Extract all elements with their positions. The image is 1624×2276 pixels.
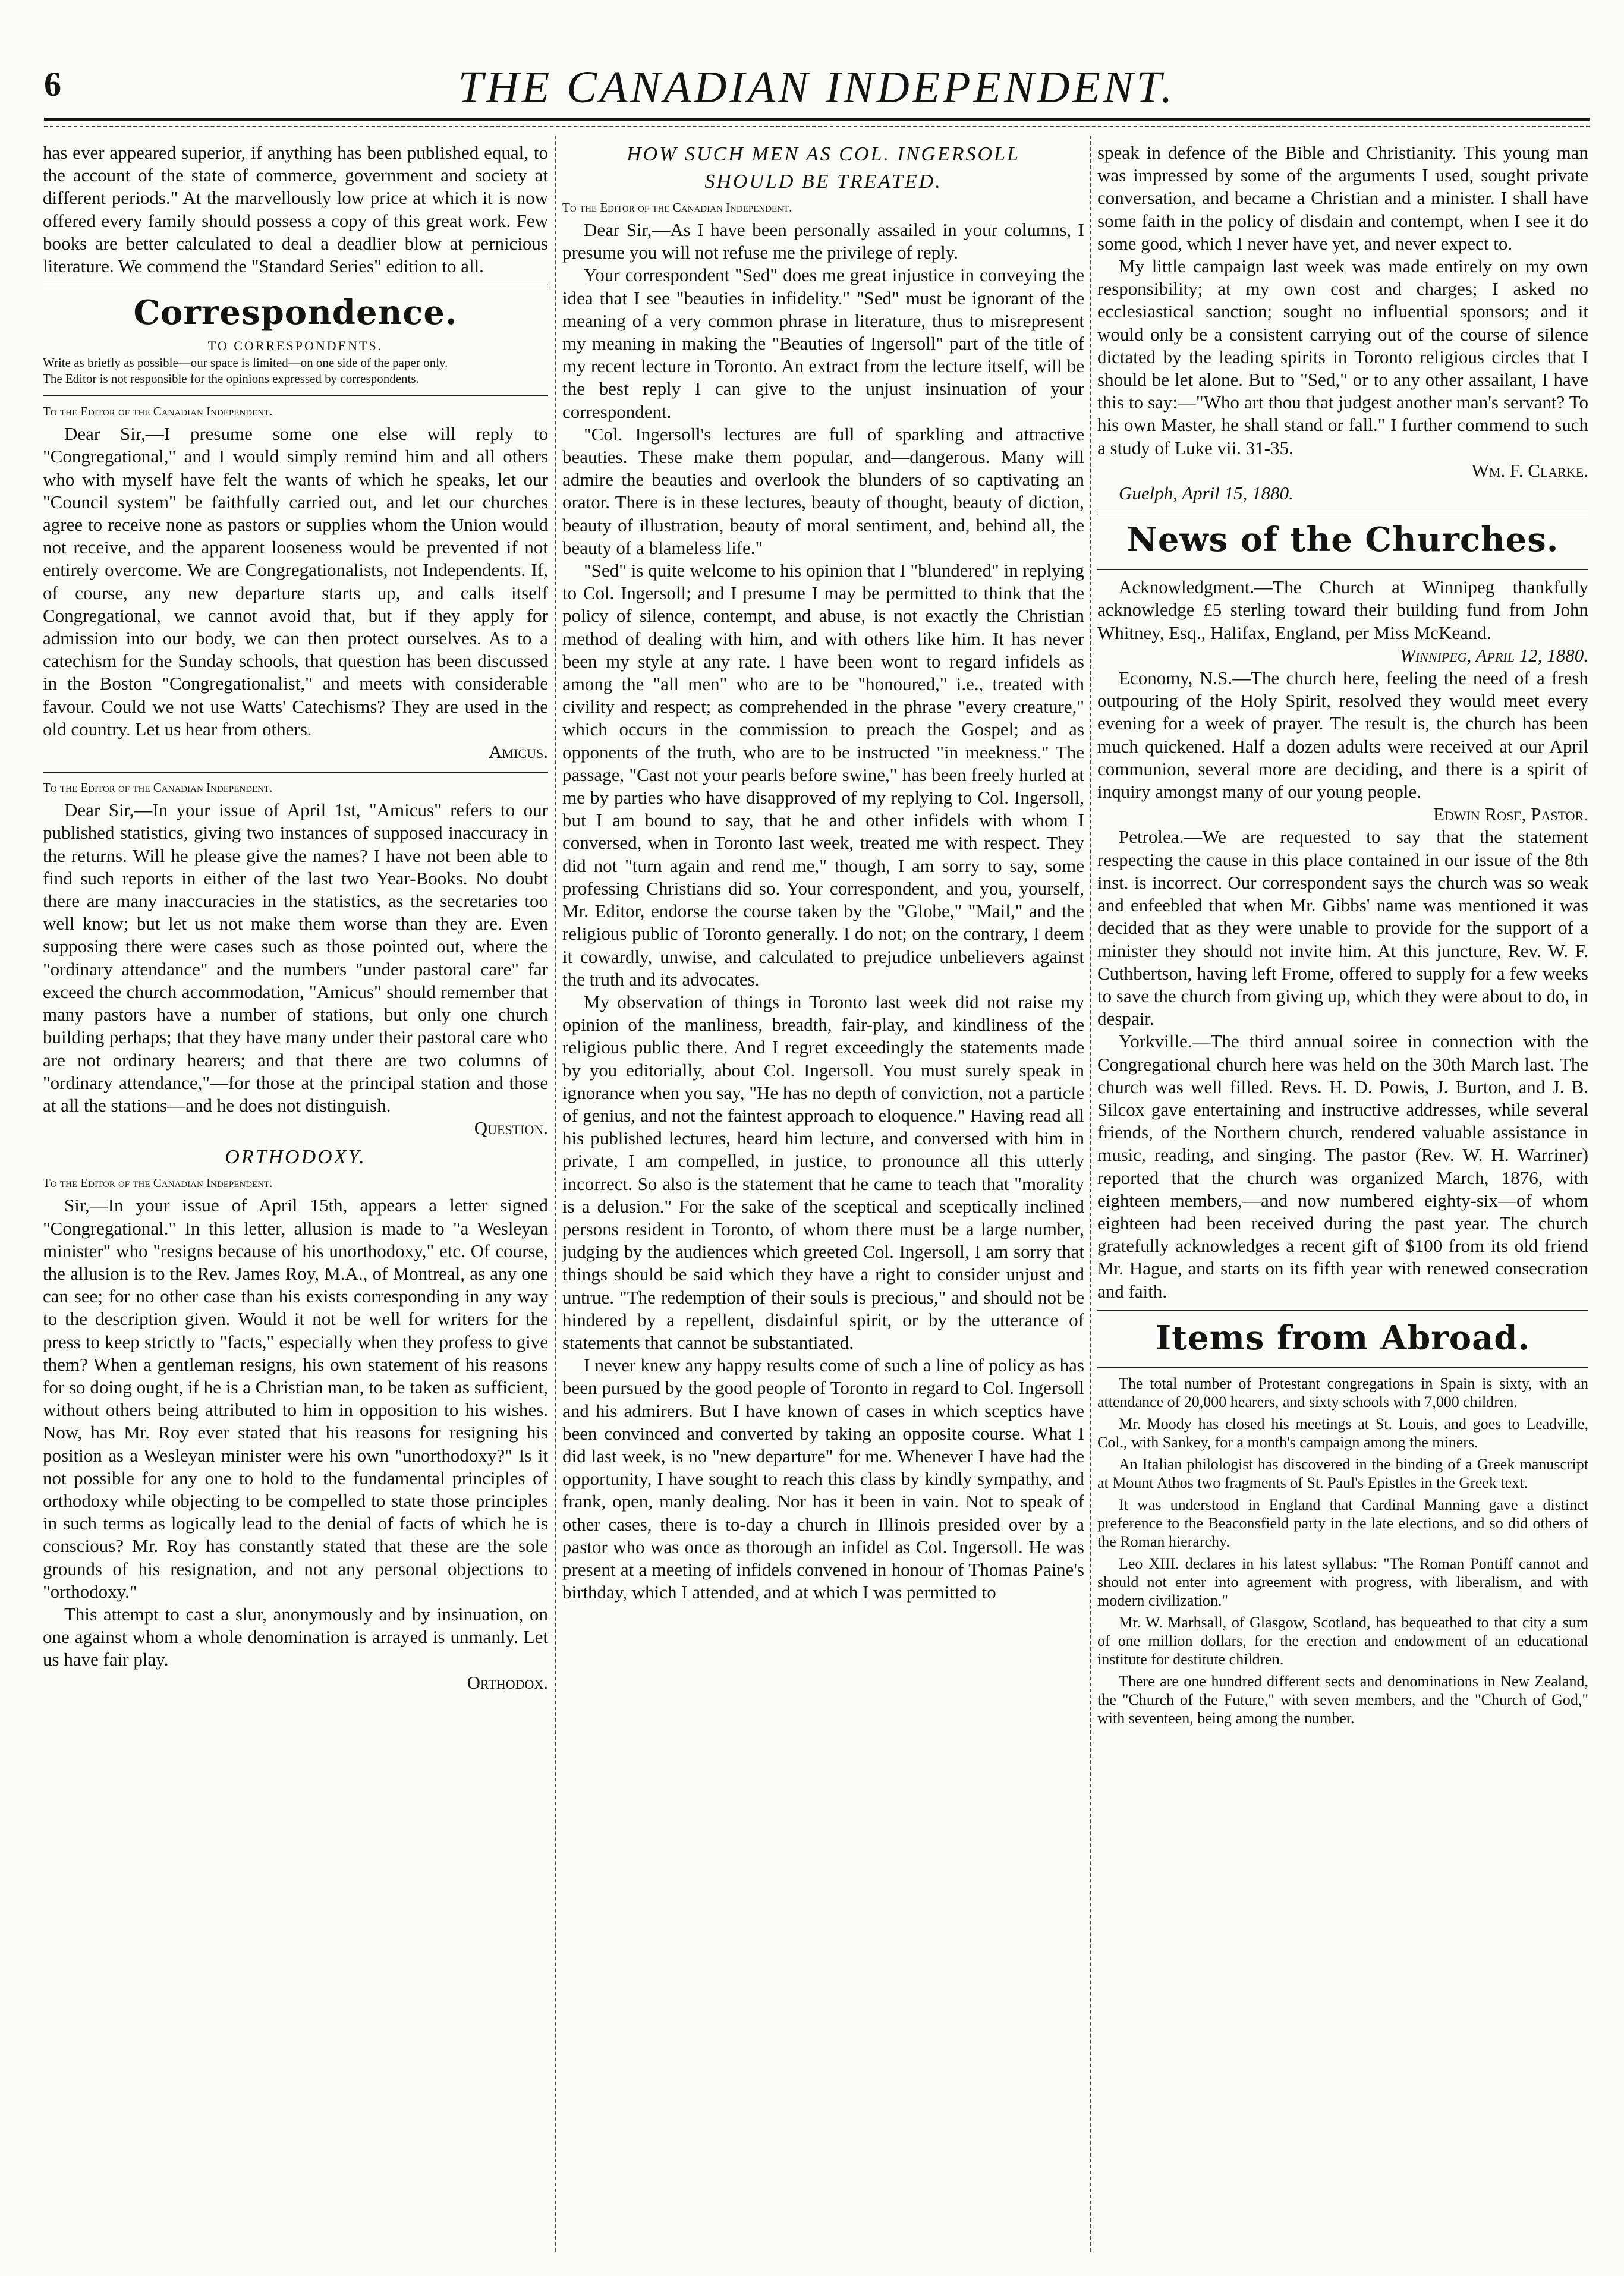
list-item: An Italian philologist has discovered in the binding of a Greek manuscript at Mount Athos two fragments of St. Paul's Epistles in the Greek text. — [1097, 1455, 1588, 1491]
orthodoxy-heading: ORTHODOXY. — [225, 1146, 366, 1169]
news-item: Economy, N.S.—The church here, feeling the need of a fresh outpouring of the Holy Spirit, resolved they would meet every evening for a week of prayer. The result is, the church has been much quickened. Half a dozen adults were received at our April communion, several more are deciding, and there is a spirit of inquiry amongst many of our young people. — [1097, 668, 1588, 802]
news-item: Petrolea.—We are requested to say that the statement respecting the cause in this place contained in our issue of the 8th inst. is incorrect. Our correspondent says the church was so weak and enfeebled that when Mr. Gibbs' name was mentioned it was decided that as they were unable to provide for the support of a minister they should not invite him. At this juncture, Rev. W. F. Cuthbertson, having left Frome, offered to supply for a few weeks to save the church from giving up, which they were about to do, in despair. — [1097, 826, 1588, 1030]
letter-body: Sir,—In your issue of April 15th, appears a letter signed "Congregational." In this letter, allusion is made to "a Wesleyan minister" who "resigns because of his unorthodoxy," etc. Of course, the allusion is to the Rev. James Roy, M.A., of Montreal, as any one can see; for no other case than his exists corresponding in any way to the description given. Would it not be well for writers for the press to keep strictly to "facts," especially when they profess to give them? When a gentleman resigns, his own statement of his reasons for so doing ought, if he is a Christian man, to be taken as sufficient, without others being attributed to him in opposition to his wishes. Now, has Mr. Roy ever stated that his reasons for resigning his position as a Wesleyan minister were his own "unorthodoxy?" Is it not possible for any one to hold to the fundamental principles of orthodoxy while objecting to be compelled to state those principles in such terms as logically lead to the denial of facts of which he is conscious? Mr. Roy has constantly stated that these are the sole grounds of his resignation, and not any personal objections to "orthodoxy." — [43, 1195, 548, 1602]
page-header — [44, 64, 1590, 118]
article-paragraph: "Sed" is quite welcome to his opinion that I "blundered" in replying to Col. Ingersoll; and I presume I may be permitted to think that the policy of silence, contempt, and abuse, is not exactly the Christian method of dealing with him, and with others like him. It has never been my style at any rate. I have been wont to regard infidels as among the "all men" who are to be "honoured," i.e., treated with civility and respect; as comprehended in the phrase "every creature," which occurs in the commission to preach the Gospel; and as opponents of the truth, who are to be instructed "in meekness." The passage, "Cast not your pearls before swine," has been freely hurled at me by parties who have disapproved of my replying to Col. Ingersoll, but I am bound to say, that he and other infidels with whom I conversed, when in Toronto last week, treated me with respect. They did not "turn again and rend me," though, I am sorry to say, some professing Christians did so. Your correspondent, and you, yourself, Mr. Editor, endorse the course taken by the "Globe," "Mail," and the religious public of Toronto generally. I do not; on the contrary, I deem it cowardly, unwise, and calculated to prejudice unbelievers against the truth and its advocates. — [562, 560, 1084, 990]
column-divider — [555, 136, 556, 2252]
column-divider — [1090, 136, 1091, 2252]
section-rule — [1097, 512, 1588, 514]
to-editor-line: To the Editor of the Canadian Independent. — [43, 404, 273, 419]
news-item: Yorkville.—The third annual soiree in connection with the Congregational church here was held on the 30th March last. The church was well filled. Revs. H. D. Powis, J. Burton, and J. B. Silcox gave entertaining and instructive addresses, while several friends, of the Northern church, rendered valuable assistance in music, reading, and singing. The pastor (Rev. W. H. Warriner) reported that the church was organized March, 1876, with eighteen members,—and now numbered eighty-six—of whom eighteen had been received during the past year. The church gratefully acknowledges a recent gift of $100 from its old friend Mr. Hague, and starts on its fifth year with renewed consecration and faith. — [1097, 1031, 1588, 1302]
section-rule — [43, 285, 548, 287]
article-title: SHOULD BE TREATED. — [704, 171, 942, 193]
divider — [1097, 569, 1588, 570]
to-editor-line: To the Editor of the Canadian Independent. — [562, 200, 792, 215]
news-dateline: Winnipeg, April 12, 1880. — [1400, 644, 1588, 666]
to-editor-line: To the Editor of the Canadian Independent. — [43, 780, 273, 795]
list-item: Mr. Moody has closed his meetings at St. Louis, and goes to Leadville, Col., with Sankey, for a month's campaign among the miners. — [1097, 1415, 1588, 1451]
article-paragraph: My observation of things in Toronto last week did not raise my opinion of the manliness, breadth, fair-play, and kindliness of the religious public there. And I regret exceedingly the statements made by you editorially, about Col. Ingersoll. You must surely speak in ignorance when you say, "He has no depth of conviction, not a particle of genius, and not the faintest approach to eloquence." Having read all his published lectures, heard him lecture, and conversed with him in private, I am compelled, in justice, to pronounce all this utterly incorrect. So also is the statement that he came to teach that "morality is a delusion." For the sake of the sceptical and sceptically inclined persons resident in Toronto, of whom there must be a large number, judging by the audiences which greeted Col. Ingersoll, I am sorry that things should be said which they have a right to consider unjust and untrue. "The redemption of their souls is precious," and should not be hindered by a repellent, disdainful spirit, or by the utterance of statements that cannot be substantiated. — [562, 991, 1084, 1353]
divider — [43, 395, 548, 396]
page-number: 6 — [44, 65, 61, 103]
article-continuation: has ever appeared superior, if anything has been published equal, to the account of the state of commerce, government and society at different periods." At the marvellously low price at which it is now offered every family should possess a copy of this great work. Few books are better calculated to deal a deadlier blow at pernicious literature. We commend the "Standard Series" edition to all. — [43, 142, 548, 277]
article-paragraph: I never knew any happy results come of such a line of policy as has been pursued by the good people of Toronto in regard to Col. Ingersoll and his admirers. But I have known of cases in which sceptics have been convinced and converted by taking an opposite course. What I did last week, is no "new departure" for me. Whenever I have had the opportunity, I have sought to reach this class by kindly sympathy, and frank, open, manly dealing. Nor has it been in vain. Not to speak of other cases, there is to-day a church in Illinois presided over by a pastor who was once as thorough an infidel as Col. Ingersoll. He was present at a meeting of infidels convened in honour of Thomas Paine's birthday, which I attended, and at which I was permitted to — [562, 1355, 1084, 1603]
list-item: There are one hundred different sects and denominations in New Zealand, the "Church of the Future," with seven members, and the "Church of God," with seventeen, being among the number. — [1097, 1672, 1588, 1727]
article-title: HOW SUCH MEN AS COL. INGERSOLL — [627, 143, 1020, 165]
letter-signature: Orthodox. — [467, 1671, 548, 1693]
to-correspondents-note: The Editor is not responsible for the opinions expressed by correspondents. — [43, 372, 419, 386]
dateline: Guelph, April 15, 1880. — [1119, 483, 1293, 504]
letter-body: Dear Sir,—In your issue of April 1st, "Amicus" refers to our published statistics, giving two instances of supposed inaccuracy in the returns. Will he please give the names? I have not been able to find such reports in either of the last two Year-Books. No doubt there are many inaccuracies in the statistics, as the secretaries too well know; but let us not make them worse than they are. Even supposing there were cases such as those pointed out, where the "ordinary attendance" and the numbers "under pastoral care" far exceed the church accommodation, "Amicus" should remember that many pastors have a number of stations, but only one church building perhaps; that they have many under their pastoral care who are not ordinary hearers; and that there are two columns of "ordinary attendance,"—for those at the principal station and those at all the stations—and he does not distinguish. — [43, 799, 548, 1116]
to-correspondents-note: Write as briefly as possible—our space is limited—on one side of the paper only. — [43, 355, 448, 370]
news-signature: Edwin Rose, Pastor. — [1433, 804, 1588, 825]
list-item: Mr. W. Marhsall, of Glasgow, Scotland, has bequeathed to that city a sum of one million dollars, for the erection and endowment of an educational institute for destitute children. — [1097, 1613, 1588, 1668]
article-paragraph: Your correspondent "Sed" does me great injustice in conveying the idea that I see "beauties in infidelity." "Sed" must be ignorant of the meaning of a very common phrase in literature, thus to misrepresent my meaning in making the "Beauties of Ingersoll" part of the title of my recent lecture in Toronto. An extract from the lecture itself, will be the best reply I can give to the unjust insinuation of your correspondent. — [562, 265, 1084, 422]
news-item: Acknowledgment.—The Church at Winnipeg thankfully acknowledge £5 sterling toward their building fund from John Whitney, Esq., Halifax, England, per Miss McKeand. — [1097, 577, 1588, 643]
list-item: It was understood in England that Cardinal Manning gave a distinct preference to the Beaconsfield party in the late elections, and so did others of the Roman hierarchy. — [1097, 1496, 1588, 1550]
article-paragraph: Dear Sir,—As I have been personally assailed in your columns, I presume you will not refuse me the privilege of reply. — [562, 219, 1084, 263]
column-right — [1097, 141, 1588, 2252]
letter-body: This attempt to cast a slur, anonymously and by insinuation, on one against whom a whole denomination is arrayed is unmanly. Let us have fair play. — [43, 1603, 548, 1670]
list-item: The total number of Protestant congregations in Spain is sixty, with an attendance of 20,000 hearers, and sixty schools with 7,000 children. — [1097, 1374, 1588, 1411]
section-title-news: News of the Churches. — [1126, 520, 1559, 560]
divider — [1097, 1367, 1588, 1368]
to-editor-line: To the Editor of the Canadian Independent. — [43, 1176, 273, 1191]
header-rule — [44, 118, 1590, 121]
article-paragraph: speak in defence of the Bible and Christianity. This young man was impressed by some of the arguments I used, sought private conversation, and became a Christian and a minister. I shall have some faith in the policy of disdain and contempt, when I see it do some good, which I never have yet, and never expect to. — [1097, 142, 1588, 254]
section-title-correspondence: Correspondence. — [133, 293, 458, 333]
masthead-title: THE CANADIAN INDEPENDENT. — [458, 62, 1176, 112]
divider — [43, 772, 548, 773]
items-list — [1097, 1374, 1588, 1727]
article-quote: "Col. Ingersoll's lectures are full of sparkling and attractive beauties. These make them popular, and—dangerous. Many will admire the beauties and overlook the blunders of so captivating an orator. There is in these lectures, beauty of thought, beauty of diction, beauty of illustration, beauty of moral sentiment, and, behind all, the beauty of a blameless life." — [562, 423, 1084, 558]
letter-signature: Amicus. — [489, 741, 548, 763]
letter-signature: Wm. F. Clarke. — [1471, 459, 1588, 481]
letter-signature: Question. — [474, 1117, 548, 1139]
to-correspondents-heading: TO CORRESPONDENTS. — [207, 338, 383, 354]
section-title-items: Items from Abroad. — [1155, 1318, 1531, 1358]
letter-body: Dear Sir,—I presume some one else will reply to "Congregational," and I would simply remind him and all others who with myself have felt the wants of which he speaks, let our "Council system" be faithfully carried out, and let our churches agree to receive none as pastors or supplies whom the Union would not receive, and the apparent looseness would be prevented if not entirely overcome. We are Congregationalists, not Independents. If, of course, any new departure starts up, and calls itself Congregational, we cannot avoid that, but if they apply for admission into our body, we can then protect ourselves. As to a catechism for the Sunday schools, that question has been discussed in the Boston "Congregationalist," and meets with considerable favour. Could we not use Watts' Catechisms? They are used in the old country. Let us hear from others. — [43, 423, 548, 739]
column-middle — [562, 141, 1084, 2252]
header-dashed-rule — [44, 126, 1590, 127]
column-left — [43, 141, 548, 2252]
list-item: Leo XIII. declares in his latest syllabus: "The Roman Pontiff cannot and should not enter into agreement with progress, with liberalism, and with modern civilization." — [1097, 1554, 1588, 1609]
article-paragraph: My little campaign last week was made entirely on my own responsibility; at my own cost and charges; I asked no ecclesiastical sanction; sought no influential sponsors; and it would only be a consistent carrying out of the course of silence dictated by the leading spirits in Toronto religious circles that I should be let alone. But to "Sed," or to any other assailant, I have this to say:—"Who art thou that judgest another man's servant? To his own Master, he shall stand or fall." I further commend to such a study of Luke vii. 31-35. — [1097, 256, 1588, 458]
section-rule — [1097, 1310, 1588, 1312]
